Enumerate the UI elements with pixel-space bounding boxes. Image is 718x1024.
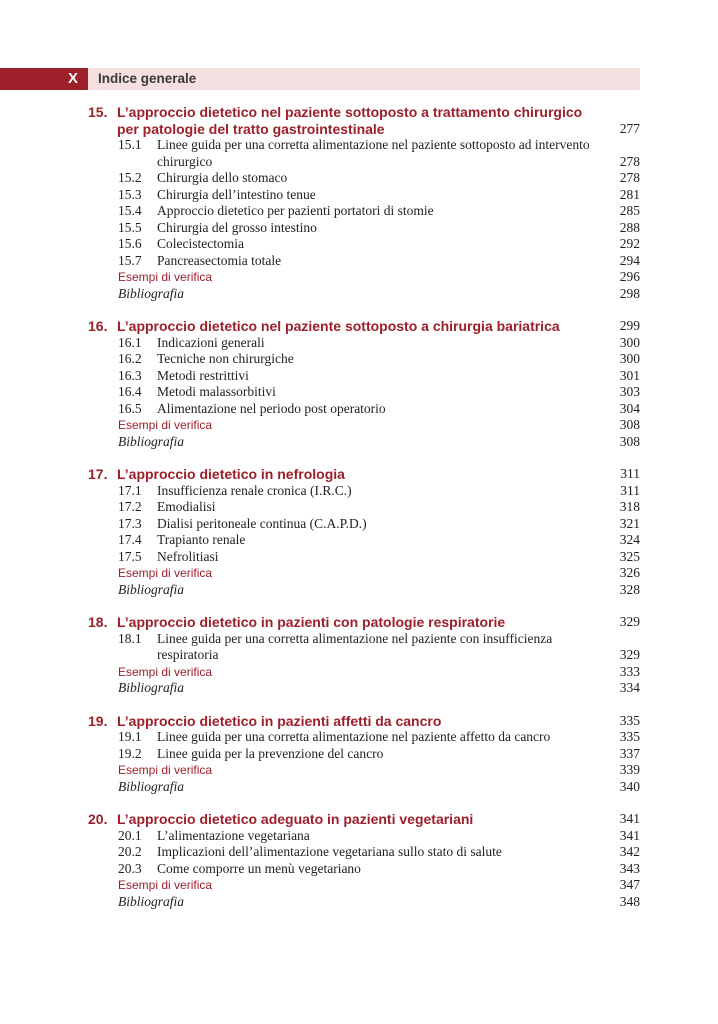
bibliography-label: Bibliografia: [118, 581, 185, 597]
chapter-title: L’approccio dietetico adeguato in pazienti vegetariani: [117, 811, 474, 827]
examples-entry[interactable]: [0, 565, 718, 582]
examples-page: 339: [619, 762, 640, 777]
chapter-page: 311: [620, 466, 640, 481]
page-number-roman: X: [0, 68, 88, 90]
section-number: 17.3: [118, 515, 142, 531]
section-number: 15.4: [118, 203, 142, 218]
section-page: 292: [619, 236, 640, 251]
section-page: 324: [619, 532, 640, 547]
examples-entry[interactable]: [0, 417, 718, 434]
section-title: Chirurgia dell’intestino tenue: [157, 186, 316, 202]
section-entry[interactable]: [0, 220, 718, 237]
chapter-heading[interactable]: [0, 811, 718, 828]
chapter-page: 329: [619, 614, 640, 629]
section-page: 300: [619, 351, 640, 366]
section-entry[interactable]: [0, 170, 718, 187]
chapter-number: 19.: [88, 712, 108, 729]
chapter-heading[interactable]: [0, 713, 718, 730]
examples-entry[interactable]: [0, 762, 718, 779]
chapter-entry: [0, 713, 718, 796]
section-entry[interactable]: [0, 729, 718, 746]
section-entry[interactable]: [0, 532, 718, 549]
section-entry[interactable]: [0, 549, 718, 566]
section-page: 301: [619, 367, 640, 383]
chapter-number: 16.: [88, 318, 108, 334]
bibliography-page: 348: [619, 893, 640, 909]
chapter-entry: [0, 614, 718, 697]
section-page: 318: [619, 499, 640, 514]
section-entry[interactable]: [0, 368, 718, 385]
section-entry[interactable]: [0, 335, 718, 352]
section-title: Linee guida per la prevenzione del cancro: [157, 745, 384, 761]
section-entry[interactable]: [0, 844, 718, 861]
section-title: Approccio dietetico per pazienti portatori di stomie: [157, 203, 434, 218]
section-entry[interactable]: [0, 401, 718, 418]
bibliography-label: Bibliografia: [118, 778, 185, 794]
chapter-entry: [0, 811, 718, 910]
section-number: 16.2: [118, 351, 142, 366]
section-entry[interactable]: [0, 187, 718, 204]
bibliography-label: Bibliografia: [118, 433, 185, 449]
section-number: 15.1: [118, 137, 142, 152]
section-number: 18.1: [118, 630, 142, 646]
section-title: Tecniche non chirurgiche: [157, 351, 294, 366]
chapter-number: 18.: [88, 614, 108, 630]
section-number: 15.2: [118, 170, 142, 185]
section-title: Trapianto renale: [157, 532, 246, 547]
section-title: Metodi malassorbitivi: [157, 384, 276, 399]
chapter-entry: [0, 466, 718, 598]
section-entry[interactable]: [0, 828, 718, 845]
section-number: 15.6: [118, 236, 142, 251]
section-number: 16.3: [118, 367, 142, 383]
bibliography-label: Bibliografia: [118, 893, 185, 909]
section-title: Emodialisi: [157, 499, 216, 514]
table-of-contents: [0, 104, 718, 926]
chapter-title: L’approccio dietetico nel paziente sottoposto a trattamento chirurgico per patologie del tratto gastrointestinale: [117, 104, 583, 137]
section-page: 288: [619, 219, 640, 235]
section-title: Indicazioni generali: [157, 334, 265, 350]
section-title: Alimentazione nel periodo post operatorio: [157, 400, 386, 416]
section-page: 343: [619, 860, 640, 876]
examples-label: Esempi di verifica: [118, 664, 213, 679]
bibliography-entry[interactable]: [0, 286, 718, 303]
running-header-title: Indice generale: [98, 71, 197, 86]
bibliography-entry[interactable]: [0, 680, 718, 697]
bibliography-page: 298: [619, 285, 640, 301]
chapter-page: 299: [619, 318, 640, 333]
examples-entry[interactable]: [0, 877, 718, 894]
section-title: Chirurgia dello stomaco: [157, 170, 288, 185]
chapter-number: 20.: [88, 811, 108, 827]
section-entry[interactable]: [0, 253, 718, 270]
section-page: 294: [619, 252, 640, 268]
section-number: 17.2: [118, 499, 142, 514]
section-title: Nefrolitiasi: [157, 548, 219, 564]
section-title: Colecistectomia: [157, 236, 244, 251]
chapter-title: L’approccio dietetico in pazienti con patologie respiratorie: [117, 614, 506, 630]
section-page: 329: [619, 647, 640, 662]
examples-entry[interactable]: [0, 269, 718, 286]
examples-label: Esempi di verifica: [118, 566, 213, 580]
section-title: Linee guida per una corretta alimentazione nel paziente sottoposto ad intervento chirurgico: [157, 137, 590, 169]
section-page: 311: [620, 482, 640, 498]
chapter-heading[interactable]: [0, 466, 718, 483]
section-title: Dialisi peritoneale continua (C.A.P.D.): [157, 515, 367, 531]
chapter-number: 17.: [88, 466, 108, 482]
section-number: 16.4: [118, 384, 142, 399]
examples-page: 296: [619, 269, 640, 284]
chapter-heading[interactable]: [0, 104, 718, 137]
examples-entry[interactable]: [0, 664, 718, 681]
section-entry[interactable]: [0, 137, 718, 170]
chapter-page: 277: [619, 120, 640, 136]
bibliography-page: 340: [619, 778, 640, 794]
section-page: 341: [619, 827, 640, 843]
section-entry[interactable]: [0, 384, 718, 401]
running-header: [0, 68, 640, 90]
section-entry[interactable]: [0, 499, 718, 516]
chapter-entry: [0, 318, 718, 450]
section-number: 20.1: [118, 827, 142, 843]
section-entry[interactable]: [0, 861, 718, 878]
chapter-entry: [0, 104, 718, 302]
section-title: Come comporre un menù vegetariano: [157, 860, 361, 876]
chapter-heading[interactable]: [0, 318, 718, 335]
section-page: 285: [619, 203, 640, 218]
chapter-heading[interactable]: [0, 614, 718, 631]
bibliography-page: 328: [619, 581, 640, 597]
section-page: 281: [619, 186, 640, 202]
section-number: 16.5: [118, 400, 142, 416]
bibliography-page: 308: [619, 433, 640, 449]
section-entry[interactable]: [0, 483, 718, 500]
chapter-page: 335: [619, 712, 640, 728]
section-title: Insufficienza renale cronica (I.R.C.): [157, 482, 352, 498]
section-number: 15.3: [118, 186, 142, 202]
examples-label: Esempi di verifica: [118, 270, 213, 284]
section-entry[interactable]: [0, 516, 718, 533]
chapter-title: L’approccio dietetico in pazienti affetti da cancro: [117, 712, 442, 729]
examples-label: Esempi di verifica: [118, 878, 213, 892]
section-title: Chirurgia del grosso intestino: [157, 219, 317, 235]
section-number: 17.1: [118, 482, 142, 498]
examples-page: 333: [619, 663, 640, 679]
section-entry[interactable]: [0, 746, 718, 763]
section-page: 278: [619, 170, 640, 185]
bibliography-page: 334: [619, 680, 640, 695]
section-number: 16.1: [118, 334, 142, 350]
bibliography-label: Bibliografia: [118, 680, 185, 695]
bibliography-entry[interactable]: [0, 894, 718, 911]
section-number: 20.2: [118, 844, 142, 859]
examples-page: 308: [619, 417, 640, 432]
section-entry[interactable]: [0, 236, 718, 253]
examples-label: Esempi di verifica: [118, 763, 213, 777]
bibliography-entry[interactable]: [0, 582, 718, 599]
section-page: 321: [619, 515, 640, 531]
section-number: 15.7: [118, 252, 142, 268]
section-title: Linee guida per una corretta alimentazione nel paziente con insufficienza respiratoria: [157, 630, 553, 662]
chapter-title: L’approccio dietetico nel paziente sottoposto a chirurgia bariatrica: [117, 318, 560, 334]
section-page: 303: [619, 384, 640, 399]
section-title: Linee guida per una corretta alimentazione nel paziente affetto da cancro: [157, 729, 551, 744]
bibliography-entry[interactable]: [0, 779, 718, 796]
section-number: 20.3: [118, 860, 142, 876]
section-page: 325: [619, 548, 640, 564]
bibliography-label: Bibliografia: [118, 285, 185, 301]
section-page: 304: [619, 400, 640, 416]
section-title: L’alimentazione vegetariana: [157, 827, 310, 843]
section-title: Metodi restrittivi: [157, 367, 249, 383]
section-title: Implicazioni dell’alimentazione vegetariana sullo stato di salute: [157, 844, 502, 859]
section-entry[interactable]: [0, 351, 718, 368]
section-page: 278: [619, 153, 640, 169]
chapter-page: 341: [619, 811, 640, 826]
section-number: 19.2: [118, 745, 142, 761]
examples-page: 347: [619, 877, 640, 892]
section-page: 337: [619, 745, 640, 761]
section-number: 15.5: [118, 219, 142, 235]
examples-label: Esempi di verifica: [118, 418, 213, 432]
section-number: 17.5: [118, 548, 142, 564]
bibliography-entry[interactable]: [0, 434, 718, 451]
section-number: 17.4: [118, 532, 142, 547]
section-title: Pancreasectomia totale: [157, 252, 282, 268]
section-entry[interactable]: [0, 203, 718, 220]
examples-page: 326: [619, 565, 640, 580]
chapter-title: L’approccio dietetico in nefrologia: [117, 466, 345, 482]
section-page: 342: [619, 844, 640, 859]
section-page: 335: [619, 729, 640, 744]
section-number: 19.1: [118, 729, 142, 744]
section-page: 300: [619, 334, 640, 350]
section-entry[interactable]: [0, 631, 718, 664]
chapter-number: 15.: [88, 104, 108, 120]
